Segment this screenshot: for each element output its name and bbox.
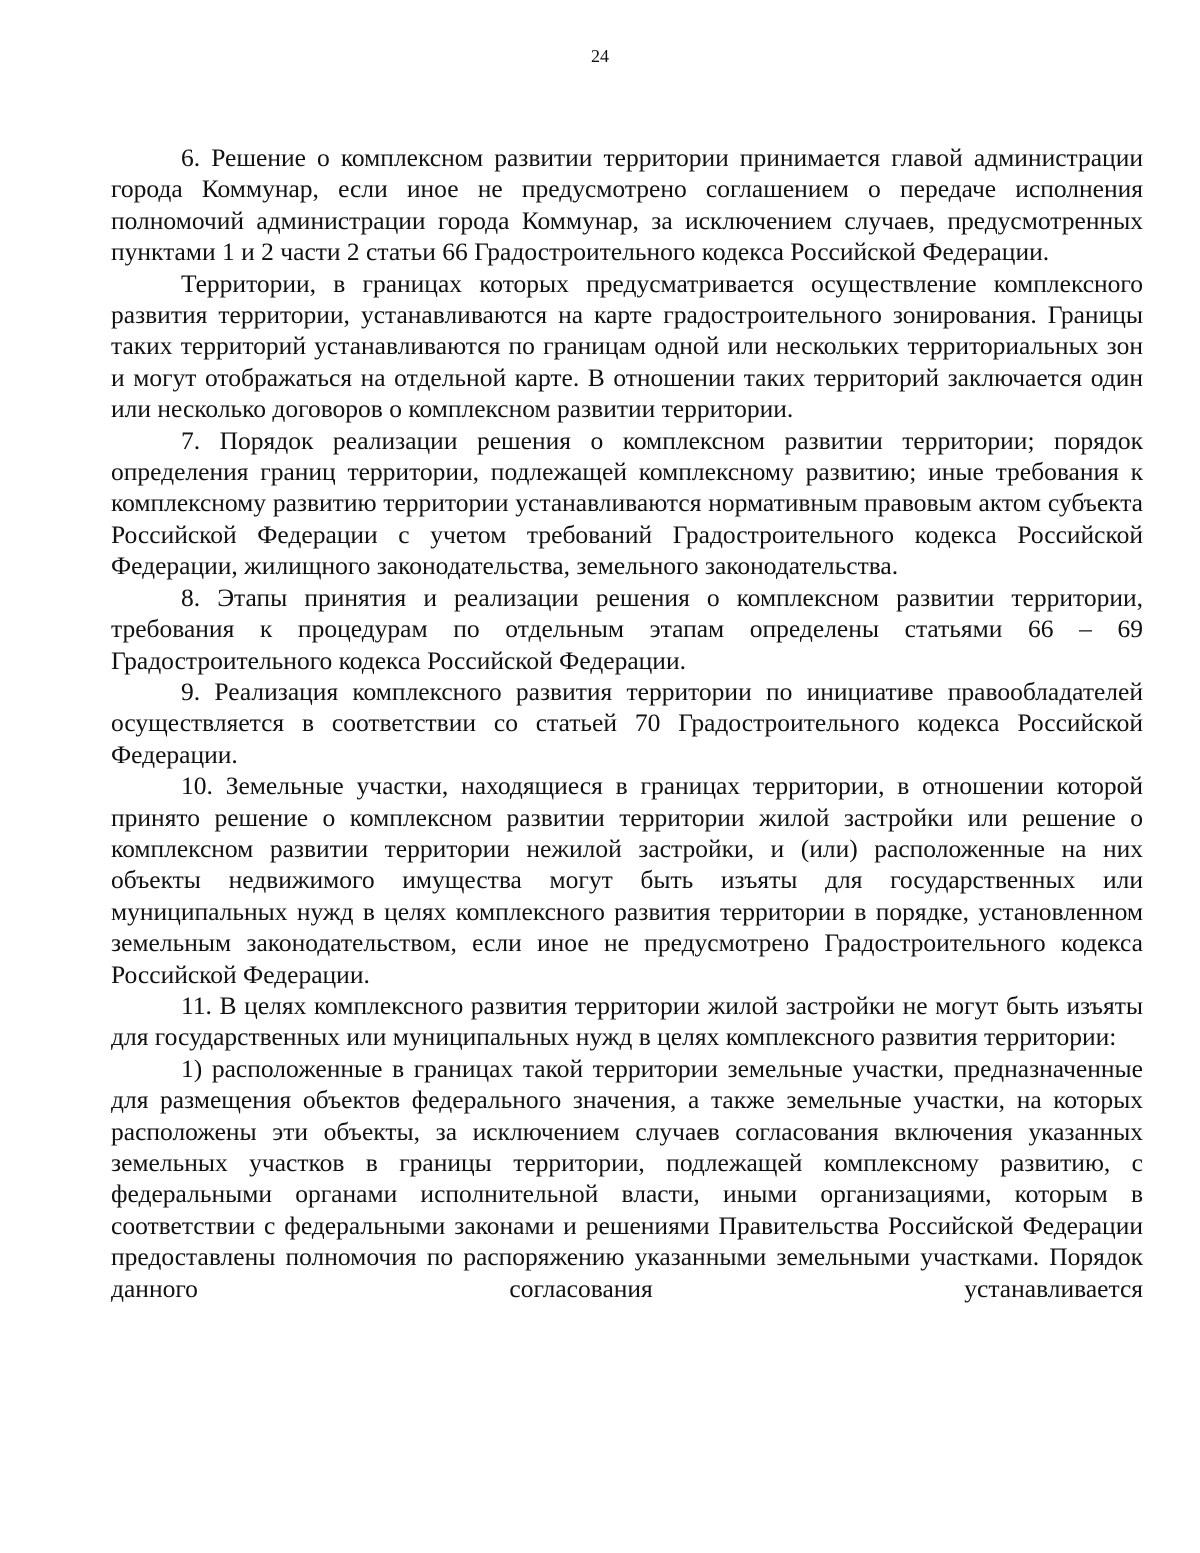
paragraph-territories: Территории, в границах которых предусматривается осуществление комплексного развития территории, устанавливаются на карте градостроительного зонирования. Границы таких территорий устанавливаются по границам одной или нескольких территориальных зон и могут отображаться на отдельной карте. В отношении таких территорий заключается один или несколько договоров о комплексном развитии территории. xyxy=(111,268,1143,424)
page-number: 24 xyxy=(591,46,609,66)
paragraph-11: 11. В целях комплексного развития территории жилой застройки не могут быть изъяты для государственных или муниципальных нужд в целях комплексного развития территории: xyxy=(111,990,1143,1052)
document-body xyxy=(111,142,1143,1304)
paragraph-6: 6. Решение о комплексном развитии территории принимается главой администрации города Коммунар, если иное не предусмотрено соглашением о передаче исполнения полномочий администрации города Коммунар, за исключением случаев, предусмотренных пунктами 1 и 2 части 2 статьи 66 Градостроительного кодекса Российской Федерации. xyxy=(111,143,1143,267)
paragraph-9: 9. Реализация комплексного развития территории по инициативе правообладателей осуществляется в соответствии со статьей 70 Градостроительного кодекса Российской Федерации. xyxy=(111,676,1143,769)
paragraph-7: 7. Порядок реализации решения о комплексном развитии территории; порядок определения границ территории, подлежащей комплексному развитию; иные требования к комплексному развитию территории устанавливаются нормативным правовым актом субъекта Российской Федерации с учетом требований Градостроительного кодекса Российской Федерации, жилищного законодательства, земельного законодательства. xyxy=(111,425,1143,581)
paragraph-10: 10. Земельные участки, находящиеся в границах территории, в отношении которой принято решение о комплексном развитии территории жилой застройки или решение о комплексном развитии территории нежилой застройки, и (или) расположенные на них объекты недвижимого имущества могут быть изъяты для государственных или муниципальных нужд в целях комплексного развития территории в порядке, установленном земельным законодательством, если иное не предусмотрено Градостроительного кодекса Российской Федерации. xyxy=(111,771,1143,989)
paragraph-8: 8. Этапы принятия и реализации решения о комплексном развитии территории, требования к процедурам по отдельным этапам определены статьями 66 – 69 Градостроительного кодекса Российской Федерации. xyxy=(111,582,1143,675)
paragraph-11-item-1: 1) расположенные в границах такой территории земельные участки, предназначенные для размещения объектов федерального значения, а также земельные участки, на которых расположены эти объекты, за исключением случаев согласования включения указанных земельных участков в границы территории, подлежащей комплексному развитию, с федеральными органами исполнительной власти, иными организациями, которым в соответствии с федеральными законами и решениями Правительства Российской Федерации предоставлены полномочия по распоряжению указанными земельными участками. Порядок данного согласования устанавливается xyxy=(111,1053,1143,1303)
